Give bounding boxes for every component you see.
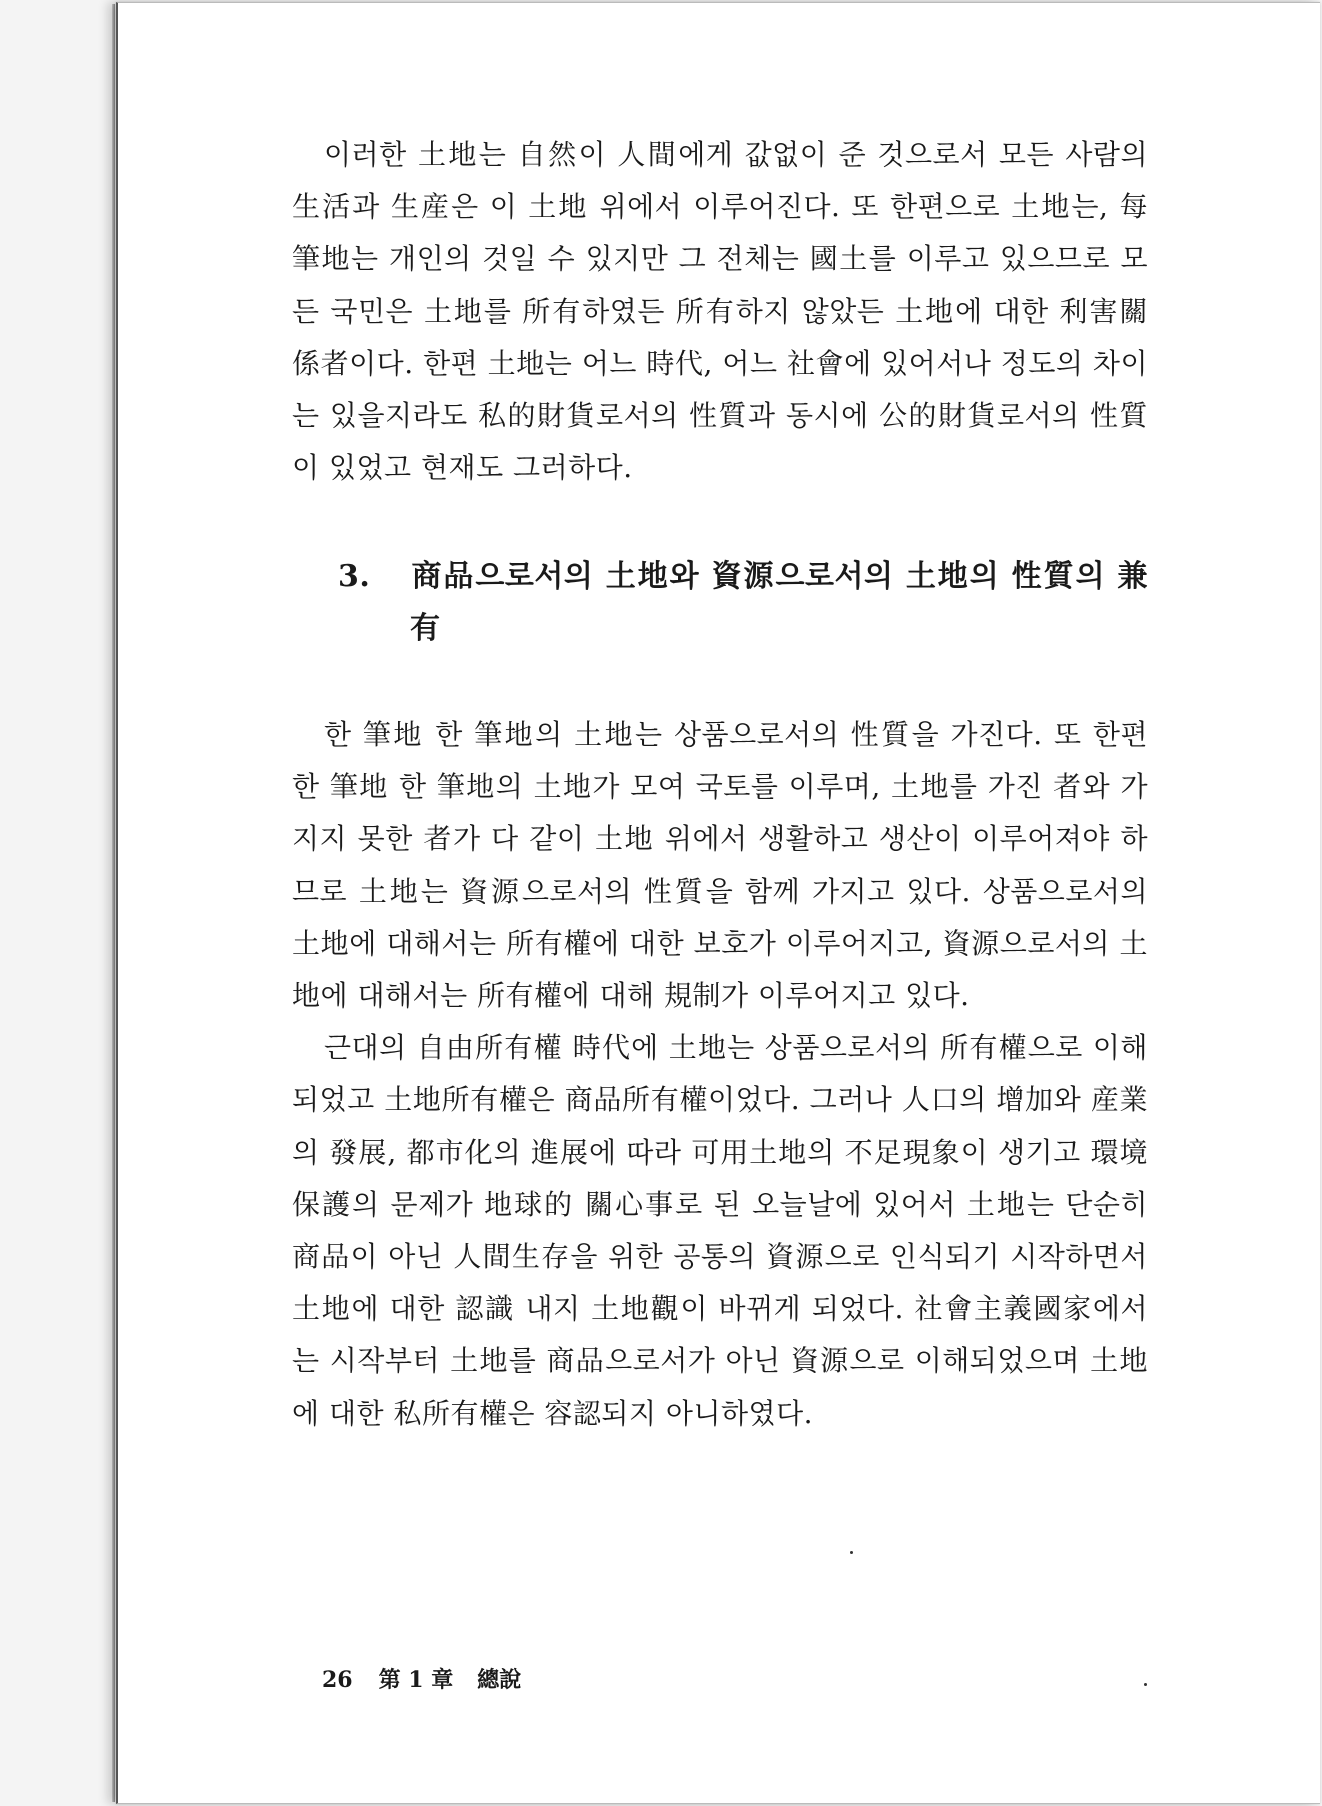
- footer-chapter: 第 1 章: [378, 1667, 454, 1693]
- section-heading: [338, 551, 1148, 655]
- paragraph-2: 한 筆地 한 筆地의 土地는 상품으로서의 性質을 가진다. 또 한편 한 筆地 한 筆地의 土地가 모여 국토를 이루며, 土地를 가진 者와 가지지 못한 者가 다 같이 土地 위에서 생활하고 생산이 이루어져야 하므로 土地는 資源으로서의 性質을 함께 가지고 있다. 상품으로서의 土地에 대해서는 所有權에 대한 보호가 이루어지고, 資源으로서의 土地에 대해서는 所有權에 대해 規制가 이루어지고 있다.: [292, 718, 1148, 1013]
- footer-page-number: 26: [322, 1667, 353, 1693]
- page-footer: [322, 1663, 521, 1694]
- scan-speck: [1144, 1683, 1147, 1686]
- page-edge-shadow: [112, 4, 115, 1802]
- document-page: [116, 2, 1320, 1804]
- footer-title: 總說: [477, 1667, 522, 1693]
- section-heading-text: 商品으로서의 土地와 資源으로서의 土地의 性質의 兼有: [410, 559, 1148, 646]
- paragraph-3: 근대의 自由所有權 時代에 土地는 상품으로서의 所有權으로 이해되었고 土地所有權은 商品所有權이었다. 그러나 人口의 增加와 産業의 發展, 都市化의 進展에 따라 可用土地의 不足現象이 생기고 環境保護의 문제가 地球的 關心事로 된 오늘날에 있어서 土地는 단순히 商品이 아닌 人間生存을 위한 공통의 資源으로 인식되기 시작하면서 土地에 대한 認識 내지 土地觀이 바뀌게 되었다. 社會主義國家에서는 시작부터 土地를 商品으로서가 아닌 資源으로 이해되었으며 土地에 대한 私所有權은 容認되지 아니하였다.: [292, 1031, 1148, 1430]
- scan-speck: [850, 1551, 853, 1554]
- body-text-top: [292, 129, 1148, 494]
- section-heading-number: 3.: [338, 559, 371, 594]
- body-text-bottom: [292, 709, 1148, 1440]
- paragraph-1: 이러한 土地는 自然이 人間에게 값없이 준 것으로서 모든 사람의 生活과 生産은 이 土地 위에서 이루어진다. 또 한편으로 土地는, 每 筆地는 개인의 것일 수 있지만 그 전체는 國土를 이루고 있으므로 모든 국민은 土地를 所有하였든 所有하지 않았든 土地에 대한 利害關係者이다. 한편 土地는 어느 時代, 어느 社會에 있어서나 정도의 차이는 있을지라도 私的財貨로서의 性質과 동시에 公的財貨로서의 性質이 있었고 현재도 그러하다.: [292, 138, 1148, 485]
